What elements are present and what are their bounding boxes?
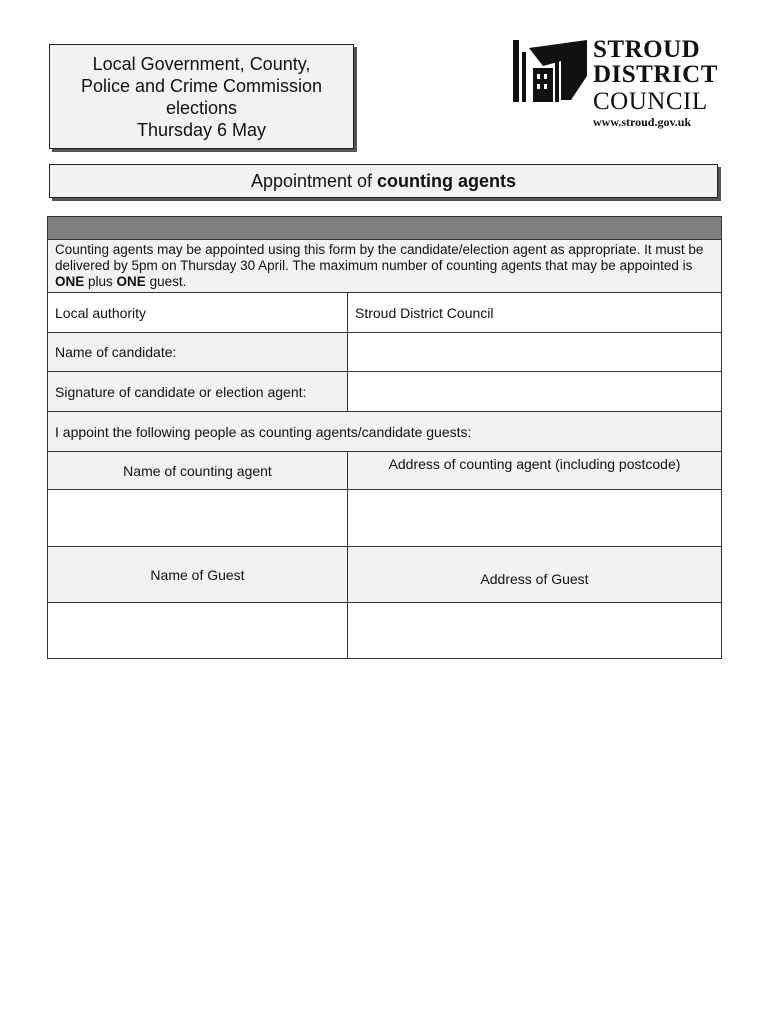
- agent-name-field[interactable]: [48, 490, 348, 546]
- candidate-name-row: [47, 333, 722, 372]
- title-bold: counting agents: [377, 171, 517, 191]
- guest-name-field[interactable]: [48, 603, 348, 658]
- council-logo-icon: [513, 36, 587, 108]
- candidate-name-field[interactable]: [348, 333, 721, 371]
- logo-word-stroud: STROUD: [593, 36, 701, 63]
- local-authority-row: [47, 293, 722, 333]
- election-line-2: Police and Crime Commission: [80, 75, 323, 96]
- guest-address-field[interactable]: [348, 603, 721, 658]
- guest-name-header: Name of Guest: [150, 567, 245, 583]
- appoint-text: I appoint the following people as counting agents/candidate guests:: [55, 423, 472, 440]
- form-header-band: [47, 216, 722, 240]
- logo-word-council: COUNCIL: [593, 88, 708, 115]
- election-line-3: elections: [165, 97, 238, 118]
- intro-text-part: plus: [84, 274, 117, 289]
- election-line-1: Local Government, County,: [92, 53, 311, 74]
- local-authority-label: Local authority: [55, 304, 147, 321]
- signature-row: [47, 372, 722, 412]
- local-authority-value: Stroud District Council: [355, 304, 494, 321]
- agent-name-header: Name of counting agent: [123, 462, 272, 479]
- council-logo: [513, 36, 728, 131]
- appointment-form: [47, 216, 722, 659]
- intro-text-part: guest.: [145, 274, 187, 289]
- agent-header-row: [47, 452, 722, 490]
- logo-word-district: DISTRICT: [593, 61, 718, 88]
- signature-field[interactable]: [348, 372, 721, 411]
- intro-bold-part: ONE: [55, 274, 85, 289]
- logo-website: www.stroud.gov.uk: [593, 115, 692, 129]
- appoint-row: [47, 412, 722, 452]
- document-title: [49, 164, 718, 198]
- candidate-name-label: Name of candidate:: [55, 344, 177, 360]
- intro-bold-part: ONE: [116, 274, 146, 289]
- agent-entry-row: [47, 490, 722, 547]
- intro-row: [47, 240, 722, 293]
- guest-address-header: Address of Guest: [480, 571, 589, 587]
- election-title-box: [49, 44, 354, 149]
- intro-text-part: Counting agents may be appointed using this form by the candidate/election agent as appropriate. It must be delivered by 5pm on Thursday 30 April. The maximum number of counting agents that may be appointed is: [55, 242, 704, 273]
- agent-address-header: Address of counting agent (including postcode): [388, 456, 681, 472]
- signature-label: Signature of candidate or election agent:: [55, 383, 307, 400]
- agent-address-field[interactable]: [348, 490, 721, 546]
- guest-entry-row: [47, 603, 722, 659]
- title-prefix: Appointment of: [250, 171, 378, 191]
- guest-header-row: [47, 547, 722, 603]
- intro-text: [48, 240, 721, 292]
- election-line-4: Thursday 6 May: [136, 119, 267, 140]
